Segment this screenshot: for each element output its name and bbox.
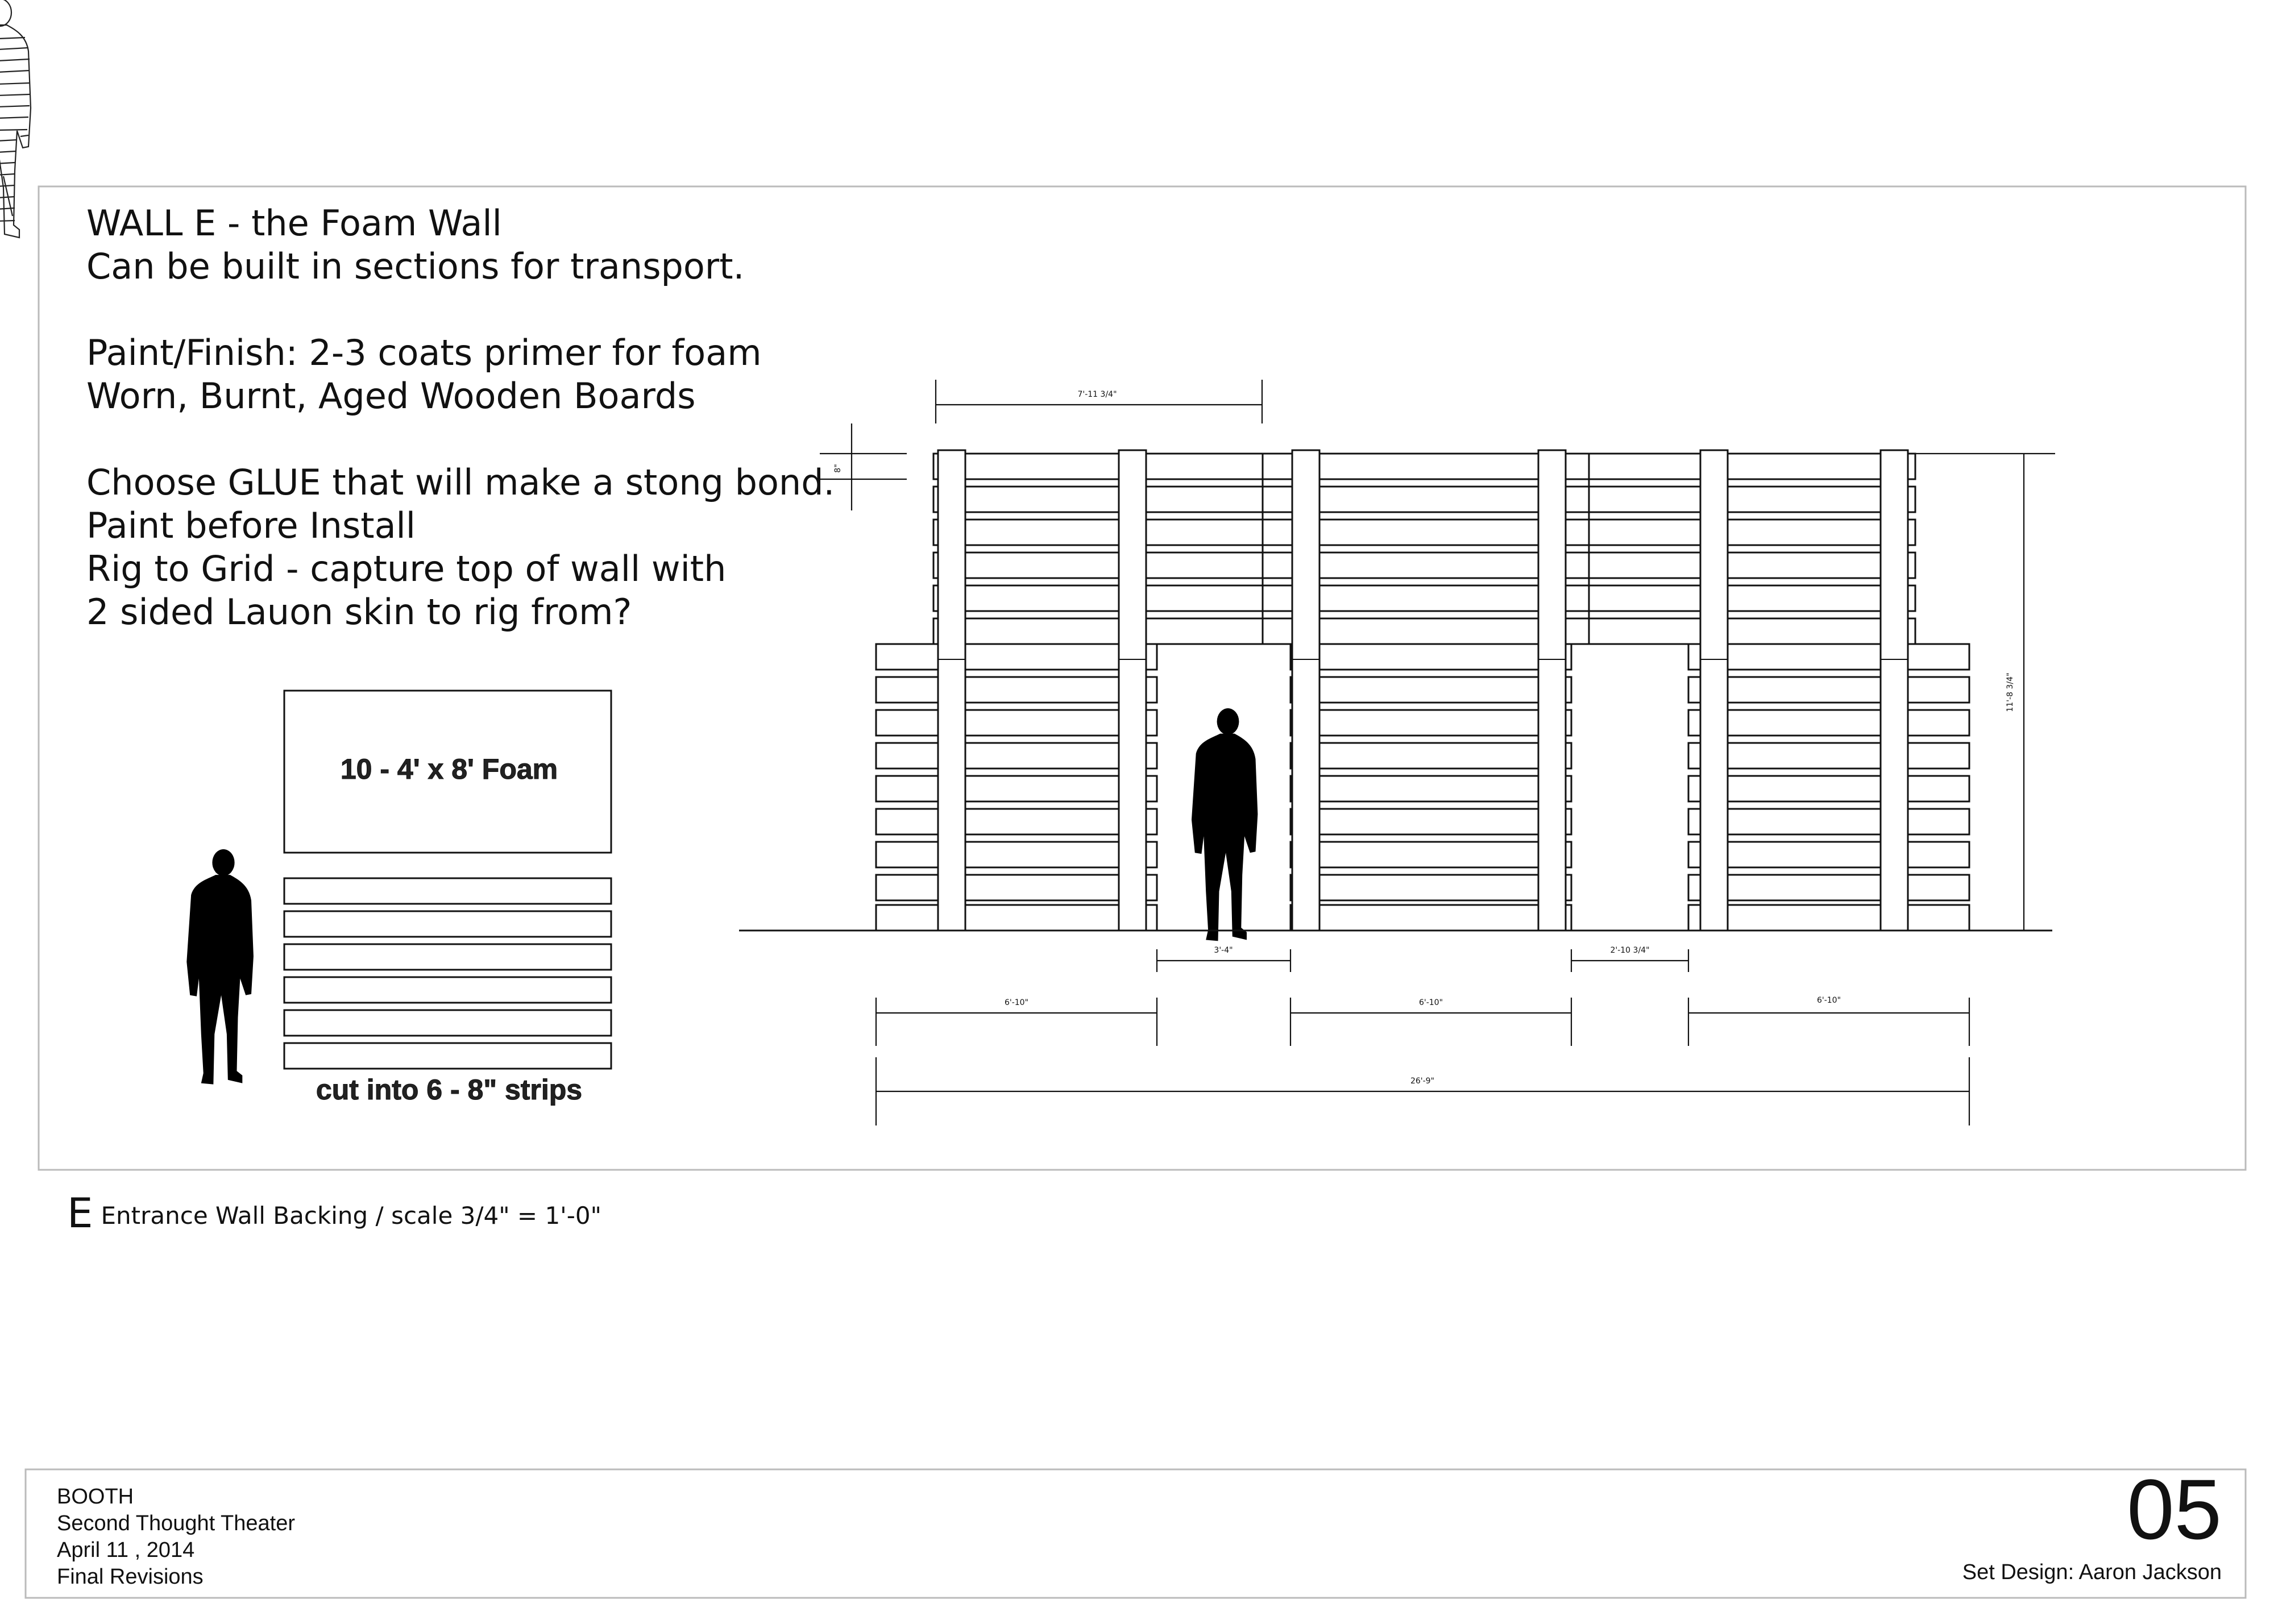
drawing-letter: E xyxy=(67,1189,93,1237)
dim-upper-board: 7'-11 3/4" xyxy=(1077,390,1117,399)
notes-rig: Rig to Grid - capture top of wall with xyxy=(86,548,727,589)
human-scale-figure-left xyxy=(0,0,31,239)
show-title: BOOTH xyxy=(57,1485,134,1509)
drawing-caption xyxy=(67,1189,601,1237)
notes-rig-detail: 2 sided Lauon skin to rig from? xyxy=(86,591,632,633)
foam-strip xyxy=(284,977,611,1003)
lower-section-left xyxy=(876,644,1157,931)
figure-silhouette xyxy=(0,0,31,239)
revision-status: Final Revisions xyxy=(57,1565,204,1589)
drawing-caption-text: Entrance Wall Backing / scale 3/4" = 1'-0" xyxy=(101,1202,601,1230)
dim-section-right: 6'-10" xyxy=(1816,996,1841,1005)
upper-board-band xyxy=(933,454,1915,644)
construction-notes xyxy=(86,202,835,634)
human-scale-figure-small xyxy=(186,849,254,1085)
wall-elevation xyxy=(739,380,2055,1125)
dim-doorway-right: 2'-10 3/4" xyxy=(1610,946,1650,955)
lower-section-middle xyxy=(1290,644,1571,931)
human-scale-figure-doorway xyxy=(1192,708,1258,941)
figure-head xyxy=(0,0,11,26)
notes-title: WALL E - the Foam Wall xyxy=(86,202,502,244)
foam-strips-label: cut into 6 - 8" strips xyxy=(316,1074,583,1106)
dim-section-left: 6'-10" xyxy=(1004,998,1029,1007)
foam-strip xyxy=(284,944,611,970)
dim-overall-width: 26'-9" xyxy=(1410,1077,1435,1086)
set-designer: Set Design: Aaron Jackson xyxy=(1962,1560,2222,1584)
dimension-lines xyxy=(820,380,2055,1125)
vertical-posts xyxy=(938,450,1908,931)
notes-finish-detail: Worn, Burnt, Aged Wooden Boards xyxy=(86,375,696,417)
notes-transport: Can be built in sections for transport. xyxy=(86,246,745,287)
sheet-number: 05 xyxy=(2127,1461,2222,1557)
foam-sheet-diagram xyxy=(284,691,611,1069)
notes-glue: Choose GLUE that will make a stong bond. xyxy=(86,462,835,503)
title-block xyxy=(57,1484,295,1590)
foam-strip xyxy=(284,911,611,937)
dim-board-height: 8" xyxy=(833,464,843,473)
foam-strip xyxy=(284,1010,611,1036)
dim-section-middle: 6'-10" xyxy=(1418,998,1443,1007)
theater-name: Second Thought Theater xyxy=(57,1511,296,1535)
notes-finish: Paint/Finish: 2-3 coats primer for foam xyxy=(86,332,762,373)
notes-paint: Paint before Install xyxy=(86,505,416,546)
foam-sheet-label: 10 - 4' x 8' Foam xyxy=(340,753,558,785)
foam-strip xyxy=(284,878,611,904)
dim-wall-height: 11'-8 3/4" xyxy=(2006,672,2015,712)
figure-outline xyxy=(0,25,31,239)
title-block-frame xyxy=(26,1461,2246,1598)
foam-strip xyxy=(284,1043,611,1069)
revision-date: April 11 , 2014 xyxy=(57,1538,195,1562)
lower-section-right xyxy=(1688,644,1969,931)
dim-doorway-left: 3'-4" xyxy=(1214,946,1233,955)
